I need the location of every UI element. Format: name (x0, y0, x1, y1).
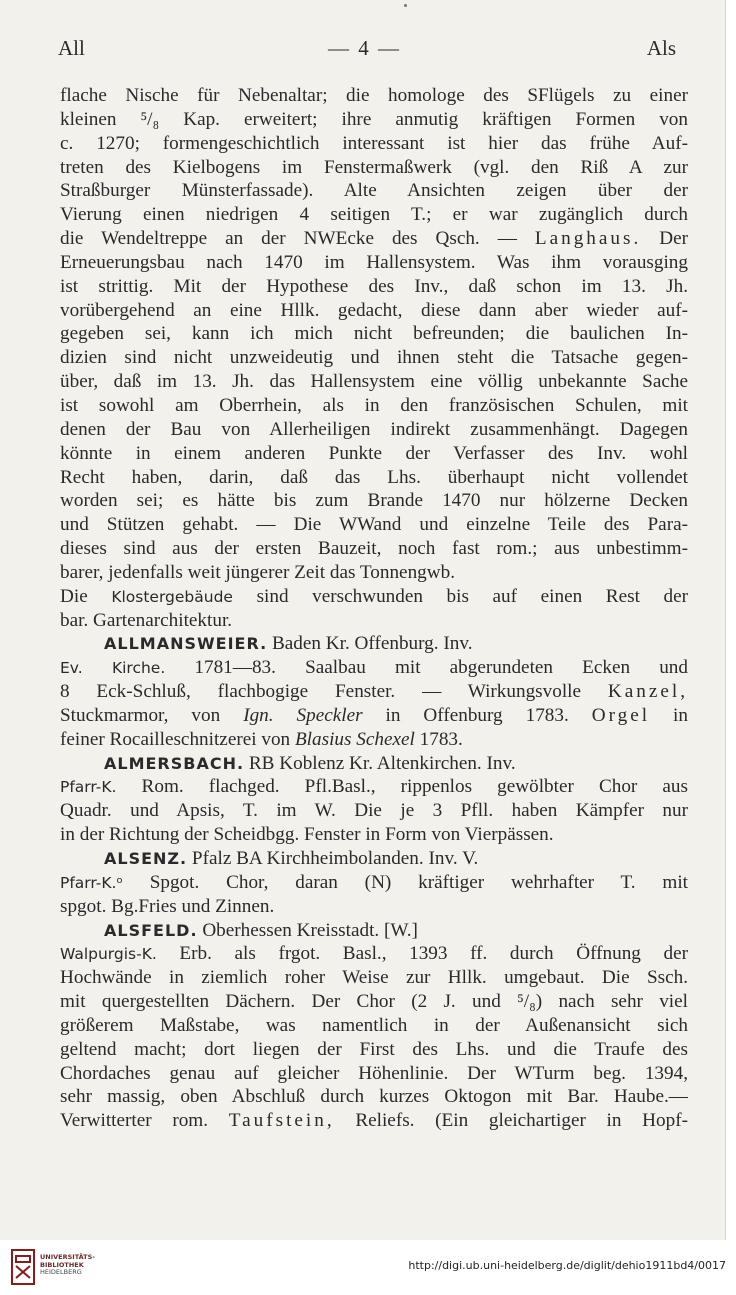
text-line (60, 394, 688, 418)
text-line (60, 966, 688, 990)
text-line (60, 656, 688, 680)
text-line (60, 418, 688, 442)
text-run: Stuckmarmor, von (60, 704, 244, 726)
footer-bar (0, 1240, 736, 1295)
text-run: könnte in einem anderen Punkte der Verfasser des Inv. wohl (60, 442, 688, 464)
text-line (60, 561, 688, 585)
text-run: Orgel (591, 704, 651, 726)
text-run: dieses sind aus der ersten Bauzeit, noch fast rom.; aus unbestimm- (60, 538, 688, 560)
text-line (60, 847, 688, 871)
text-run: Ign. Speckler (243, 704, 363, 726)
text-line (60, 489, 688, 513)
text-run: c. 1270; formengeschichtlich interessant ist hier das frühe Auf- (60, 132, 688, 154)
text-run: treten des Kielbogens im Fenstermaßwerk (vgl. den Riß A zur (60, 156, 688, 178)
text-run: ist sowohl am Oberrhein, als in den französischen Schulen, mit (60, 394, 688, 416)
building-heading: Ev. Kirche. (60, 659, 166, 678)
logo-line: HEIDELBERG (40, 1268, 82, 1276)
building-heading: Walpurgis-K. (60, 945, 157, 964)
text-run: RB Koblenz Kr. Altenkirchen. Inv. (244, 752, 516, 774)
text-run: barer, jedenfalls weit jüngerer Zeit das Tonnengwb. (60, 561, 456, 583)
text-run: dizien sind nicht unzweideutig und ihnen steht die Tatsache gegen- (60, 347, 688, 369)
logo-line: UNIVERSITÄTS- (40, 1253, 95, 1261)
text-run: Taufstein, (228, 1110, 335, 1132)
text-run: sehr massig, oben Abschluß durch kurzes Oktogon mit Bar. Haube.— (60, 1086, 688, 1108)
text-run: flache Nische für Nebenaltar; die homologe des SFlügels zu einer (60, 85, 688, 106)
text-line (60, 322, 688, 346)
text-line (60, 1038, 688, 1062)
text-line (60, 823, 688, 847)
text-line (60, 1014, 688, 1038)
text-run: in der Richtung der Scheidbgg. Fenster in Form von Vierpässen. (60, 824, 554, 846)
text-run: kleinen ⁵/₈ Kap. erweitert; ihre anmutig kräftigen Formen von (60, 108, 688, 130)
entry-heading: ALSENZ. (104, 849, 188, 868)
text-run: feiner Rocailleschnitzerei von (60, 728, 295, 750)
text-run: Reliefs. (Ein gleichartiger in Hopf- (334, 1110, 688, 1132)
text-run: spgot. Bg.Fries und Zinnen. (60, 895, 275, 917)
text-run: ist strittig. Mit der Hypothese des Inv., daß schon im 13. Jh. (60, 275, 688, 297)
text-line (60, 275, 688, 299)
text-run: geltend macht; dort liegen der First des Lhs. und die Traufe des (60, 1038, 688, 1060)
text-line (60, 299, 688, 323)
text-run: Die (60, 585, 112, 607)
text-run: Baden Kr. Offenburg. Inv. (267, 633, 473, 655)
text-line (60, 919, 688, 943)
text-run: Quadr. und Apsis, T. im W. Die je 3 Pfll. haben Kämpfer nur (60, 800, 688, 822)
text-line (60, 895, 688, 919)
text-line (60, 942, 688, 966)
library-logo-text (40, 1254, 95, 1277)
text-line (60, 799, 688, 823)
text-line (60, 632, 688, 656)
text-run: in (650, 704, 688, 726)
page-speck (404, 4, 407, 7)
logo-line: BIBLIOTHEK (40, 1260, 84, 1269)
text-line (60, 585, 688, 609)
text-line (60, 775, 688, 799)
text-line (60, 1085, 688, 1109)
text-run: Chordaches genau auf gleicher Höhenlinie. Der WTurm beg. 1394, (60, 1062, 688, 1084)
text-run: worden sei; es hätte bis zum Brande 1470 nur hölzerne Decken (60, 490, 688, 512)
text-line (60, 84, 688, 108)
entry-heading: ALMERSBACH. (104, 753, 245, 773)
text-run: mit quergestellten Dächern. Der Chor (2 J. und ⁵/₈) nach sehr viel (60, 991, 688, 1013)
text-run: die Wendeltreppe an der NWEcke des Qsch. — (60, 228, 535, 250)
text-line (60, 1109, 688, 1133)
text-line (60, 251, 688, 275)
text-line (60, 108, 688, 132)
running-header (58, 36, 676, 66)
text-run: denen der Bau von Allerheiligen indirekt zusammenhängt. Dagegen (60, 418, 688, 440)
text-line (60, 537, 688, 561)
text-run: gegeben sei, kann ich mich nicht befreunden; die baulichen In- (60, 323, 688, 345)
text-run: in Offenburg 1783. (362, 704, 592, 726)
text-line (60, 609, 688, 633)
text-run: bar. Gartenarchitektur. (60, 609, 233, 631)
text-run: 8 Eck-Schluß, flachbogige Fenster. — Wirkungsvolle (60, 681, 608, 703)
text-run: Langhaus. (534, 228, 642, 250)
text-run: Rom. flachged. Pfl.Basl., rippenlos gewölbter Chor aus (116, 776, 688, 798)
text-line (60, 680, 688, 704)
text-run: Kanzel, (607, 681, 688, 703)
text-run: größerem Maßstabe, was namentlich in der Außenansicht sich (60, 1014, 688, 1036)
body-text (60, 84, 688, 1133)
text-line (60, 728, 688, 752)
text-run: Vierung einen niedrigen 4 seitigen T.; er war zugänglich durch (60, 204, 688, 226)
building-heading: Klostergebäude (111, 587, 233, 606)
text-line (60, 513, 688, 537)
text-line (60, 466, 688, 490)
library-logo-icon (10, 1248, 36, 1286)
text-run: Oberhessen Kreisstadt. [W.] (197, 919, 418, 941)
text-line (60, 871, 688, 895)
text-run: vorübergehend an eine Hllk. gedacht, diese dann aber wieder auf- (60, 299, 688, 321)
text-line (60, 227, 688, 251)
text-line (60, 1062, 688, 1086)
text-run: Spgot. Chor, daran (N) kräftiger wehrhafter T. mit (122, 871, 688, 893)
source-url-link[interactable]: http://digi.ub.uni-heidelberg.de/diglit/dehio1911bd4/0017 (408, 1259, 726, 1272)
text-line (60, 132, 688, 156)
entry-heading: ALSFELD. (104, 920, 198, 940)
text-line (60, 203, 688, 227)
header-left-keyword: All (58, 36, 85, 60)
text-line (60, 370, 688, 394)
text-run: Der (641, 228, 688, 250)
text-line (60, 704, 688, 728)
text-line (60, 156, 688, 180)
text-line (60, 179, 688, 203)
text-run: Blasius Schexel (294, 728, 415, 750)
text-run: Hochwände in ziemlich roher Weise zur Hllk. umgebaut. Die Ssch. (60, 967, 688, 989)
text-line (60, 442, 688, 466)
text-run: Straßburger Münsterfassade). Alte Ansichten zeigen über der (60, 180, 688, 202)
text-line (60, 752, 688, 776)
text-run: 1781—83. Saalbau mit abgerundeten Ecken und (165, 657, 688, 679)
entry-heading: ALLMANSWEIER. (104, 634, 268, 654)
text-run: über, daß im 13. Jh. das Hallensystem eine völlig unbekannte Sache (60, 371, 688, 393)
text-run: sind verschwunden bis auf einen Rest der (232, 585, 688, 607)
text-line (60, 346, 688, 370)
text-run: und Stützen gehabt. — Die WWand und einzelne Teile des Para- (60, 514, 688, 536)
text-run: Pfalz BA Kirchheimbolanden. Inv. V. (187, 848, 479, 869)
text-run: Erb. als frgot. Basl., 1393 ff. durch Öffnung der (156, 943, 688, 965)
text-run: Recht haben, darin, daß das Lhs. überhaupt nicht vollendet (60, 466, 688, 488)
text-run: 1783. (414, 728, 463, 750)
text-run: Erneuerungsbau nach 1470 im Hallensystem. Was ihm vorausging (60, 251, 688, 273)
header-right-keyword: Als (646, 36, 676, 60)
page-number: — 4 — (328, 36, 401, 60)
text-run: Verwitterter rom. (60, 1110, 229, 1132)
building-heading: Pfarr-K. (60, 778, 117, 797)
text-line (60, 990, 688, 1014)
building-heading: Pfarr-K.ᵒ (60, 873, 123, 892)
